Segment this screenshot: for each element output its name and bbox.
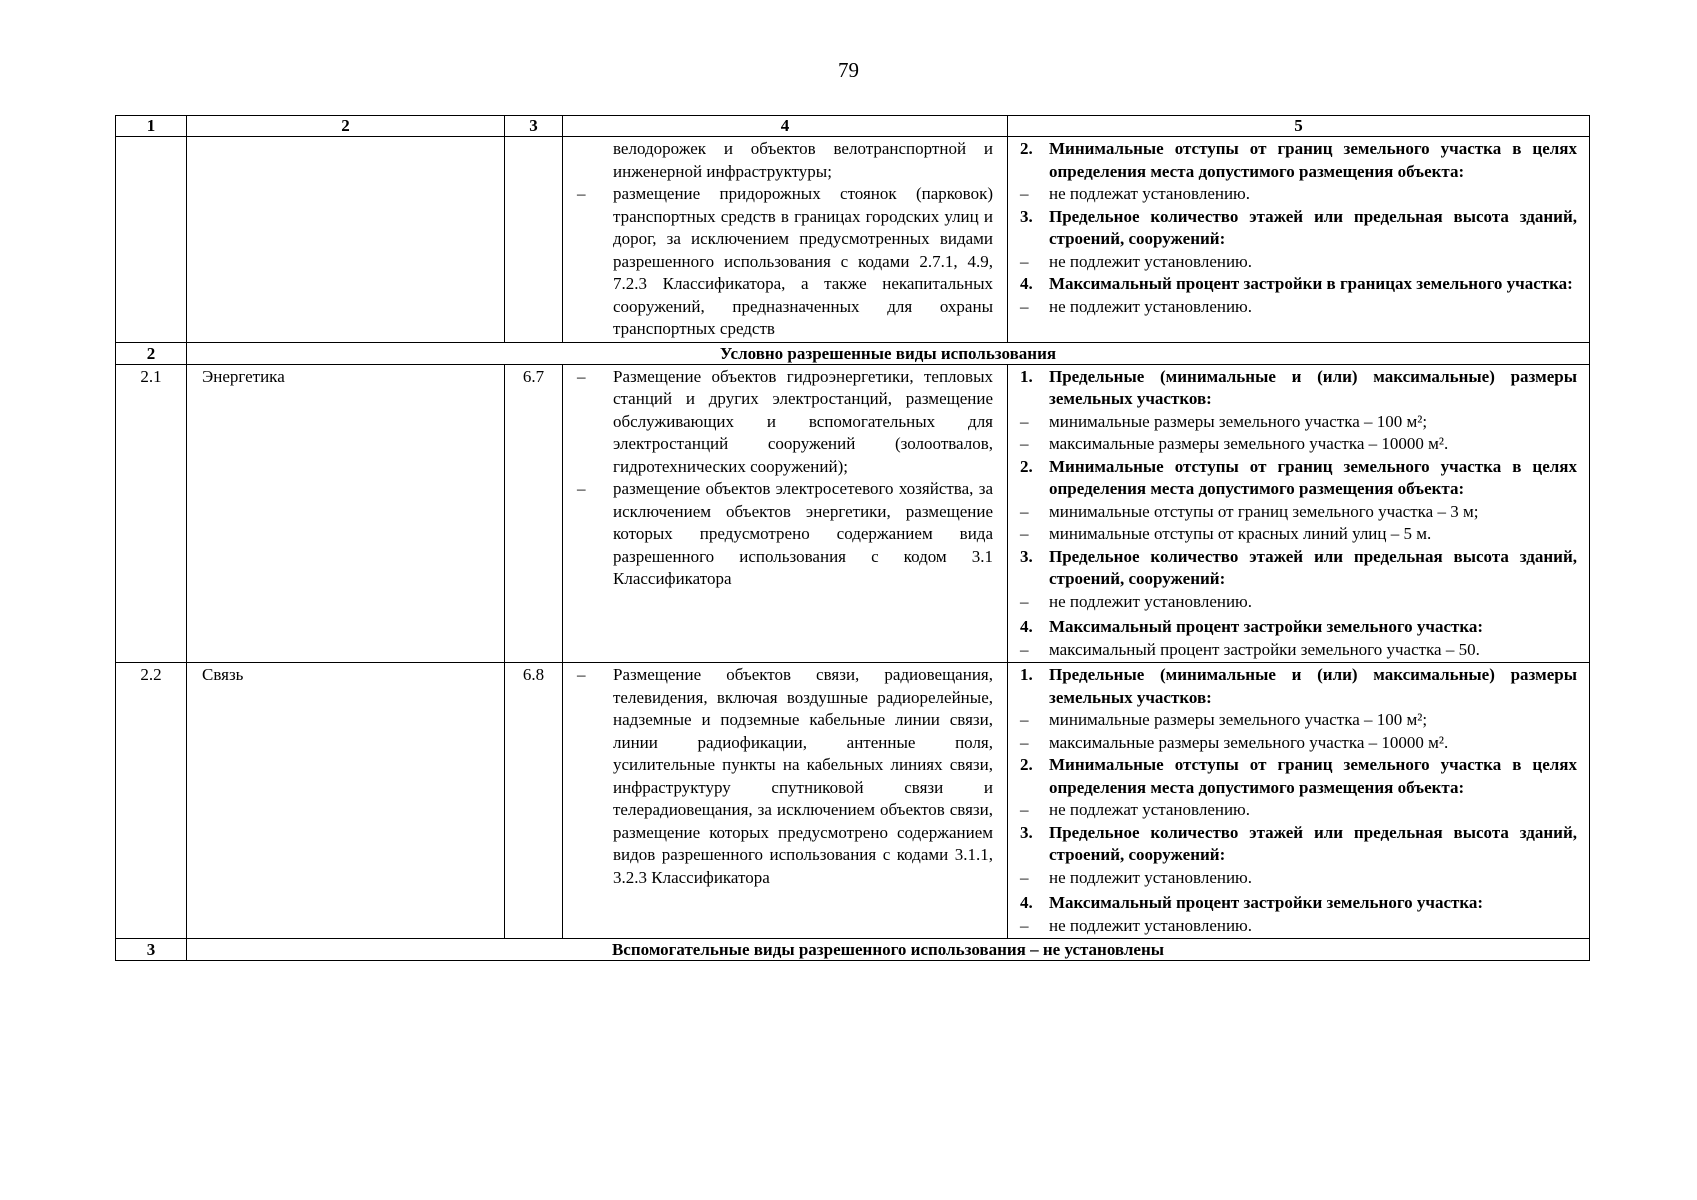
- parameter-value: – не подлежит установлению.: [1020, 915, 1253, 935]
- header-row: [116, 116, 1590, 137]
- section-title: Вспомогательные виды разрешенного использования – не установлены: [187, 939, 1590, 961]
- description-item-text: размещение придорожных стоянок (парковок) транспортных средств в границах городских улиц и дорог, за исключением предусмотренных видами разрешенного использования с кодами 2.7.1, 4.9, 7.2.3 Классификатора, а также некапитальных сооружений, предназначенных для охраны транспортных средств: [613, 184, 993, 338]
- dash-marker: –: [577, 184, 586, 203]
- list-item: – Размещение объектов гидроэнергетики, тепловых станций и других электростанций, размещение обслуживающих и вспомогательных для электростанций сооружений (золоотвалов, гидротехнических сооружений);: [577, 366, 993, 476]
- parameter-heading: 3. Предельное количество этажей или предельная высота зданий, строений, сооружений:: [1020, 822, 1577, 864]
- section-row: [116, 939, 1590, 961]
- usage-code: 6.8: [505, 663, 563, 939]
- usage-description: [563, 663, 1008, 939]
- usage-name: Связь: [187, 663, 505, 939]
- header-col-5: 5: [1008, 116, 1590, 137]
- parameter-value: – не подлежит установлению.: [1020, 867, 1253, 887]
- header-col-1: 1: [116, 116, 187, 137]
- parameter-heading: 2. Минимальные отступы от границ земельного участка в целях определения места допустимого размещения объекта:: [1020, 755, 1577, 797]
- parameter-heading: 1. Предельные (минимальные и (или) максимальные) размеры земельных участков:: [1020, 366, 1577, 408]
- parameters-cell: [1008, 364, 1590, 663]
- parameter-heading: 2. Минимальные отступы от границ земельного участка в целях определения места допустимого размещения объекта:: [1020, 139, 1577, 181]
- list-item: – Размещение объектов связи, радиовещания, телевидения, включая воздушные радиорелейные, надземные и подземные кабельные линии связи, линии радиофикации, антенные поля, усилительные пункты на кабельных линиях связи, инфраструктуру спутниковой связи и телерадиовещания, за исключением объектов связи, размещение которых предусмотрено содержанием видов разрешенного использования с кодами 3.1.1, 3.2.3 Классификатора: [577, 665, 993, 887]
- table-row: [116, 663, 1590, 939]
- row-number: 2.1: [116, 364, 187, 663]
- parameter-value: – максимальный процент застройки земельного участка – 50.: [1020, 639, 1480, 659]
- parameter-heading: 2. Минимальные отступы от границ земельного участка в целях определения места допустимого размещения объекта:: [1020, 456, 1577, 498]
- parameter-value: – не подлежит установлению.: [1020, 296, 1253, 316]
- parameter-value: – максимальные размеры земельного участка – 10000 м².: [1020, 434, 1449, 453]
- parameter-heading: 1. Предельные (минимальные и (или) максимальные) размеры земельных участков:: [1020, 665, 1577, 707]
- row-number: 2.2: [116, 663, 187, 939]
- parameter-value: – минимальные размеры земельного участка – 100 м²;: [1020, 710, 1428, 729]
- parameter-heading: 4. Максимальный процент застройки в границах земельного участка:: [1020, 274, 1573, 293]
- parameter-heading: 4. Максимальный процент застройки земельного участка:: [1020, 893, 1484, 912]
- page-number: 79: [838, 58, 859, 82]
- usage-description: [563, 364, 1008, 663]
- usage-description: [563, 137, 1008, 343]
- parameter-value: – максимальные размеры земельного участка – 10000 м².: [1020, 732, 1449, 752]
- section-number: 3: [116, 939, 187, 961]
- section-title: Условно разрешенные виды использования: [187, 342, 1590, 364]
- list-item: – размещение объектов электросетевого хозяйства, за исключением объектов энергетики, размещение которых предусмотрено содержанием вида разрешенного использования с кодом 3.1 Классификатора: [577, 479, 993, 588]
- header-col-2: 2: [187, 116, 505, 137]
- parameter-value: – минимальные размеры земельного участка – 100 м²;: [1020, 411, 1428, 431]
- section-number: 2: [116, 342, 187, 364]
- list-item: [569, 183, 993, 341]
- parameter-value: – не подлежит установлению.: [1020, 251, 1253, 271]
- header-col-4: 4: [563, 116, 1008, 137]
- parameter-value: – не подлежат установлению.: [1020, 800, 1251, 819]
- parameter-heading: 3. Предельное количество этажей или предельная высота зданий, строений, сооружений:: [1020, 546, 1577, 588]
- parameter-value: – минимальные отступы от красных линий улиц – 5 м.: [1020, 524, 1432, 543]
- parameter-heading: 4. Максимальный процент застройки земельного участка:: [1020, 617, 1484, 636]
- parameter-heading: 3. Предельное количество этажей или предельная высота зданий, строений, сооружений:: [1020, 206, 1577, 248]
- table-row: [116, 364, 1590, 663]
- description-continued-text: велодорожек и объектов велотранспортной и инженерной инфраструктуры;: [613, 139, 993, 181]
- parameter-value: – не подлежат установлению.: [1020, 184, 1251, 203]
- table-row-continuation: [116, 137, 1590, 343]
- parameter-value: – минимальные отступы от границ земельного участка – 3 м;: [1020, 501, 1479, 521]
- header-col-3: 3: [505, 116, 563, 137]
- usage-code: 6.7: [505, 364, 563, 663]
- parameters-cell: [1008, 663, 1590, 939]
- parameter-value: – не подлежит установлению.: [1020, 591, 1253, 611]
- zoning-table: [115, 115, 1590, 961]
- parameters-cell: [1008, 137, 1590, 343]
- usage-name: Энергетика: [187, 364, 505, 663]
- section-row: [116, 342, 1590, 364]
